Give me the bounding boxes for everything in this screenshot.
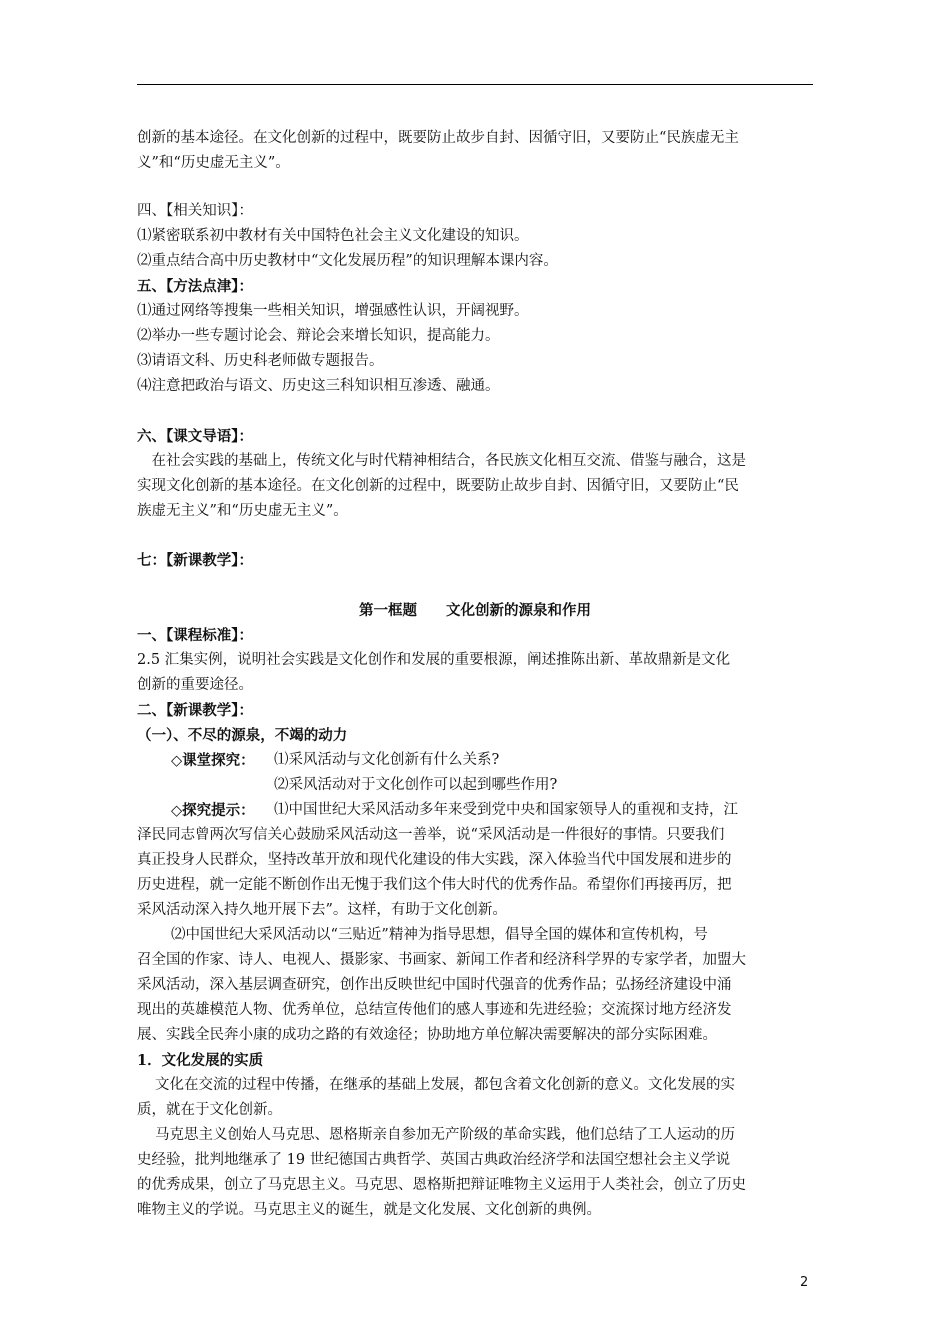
text-line: ⑵举办一些专题讨论会、辩论会来增长知识，提高能力。 [137, 328, 500, 344]
text-line: ⑵重点结合高中历史教材中“文化发展历程”的知识理解本课内容。 [137, 253, 558, 269]
text-line: 展、实践全民奔小康的成功之路的有效途径；协助地方单位解决需要解决的部分实际困难。 [137, 1027, 717, 1043]
text-line: ⑴通过网络等搜集一些相关知识，增强感性认识，开阔视野。 [137, 303, 529, 319]
section-heading: 五、【方法点津】： [137, 278, 253, 295]
text-line: ⑴中国世纪大采风活动多年来受到党中央和国家领导人的重视和支持，江 [274, 802, 738, 818]
text-line: 创新的重要途径。 [137, 677, 253, 693]
text-line: 召全国的作家、诗人、电视人、摄影家、书画家、新闻工作者和经济科学界的专家学者，加盟大 [137, 952, 746, 968]
subsection-heading: （一）、不尽的源泉，不竭的动力 [137, 727, 348, 744]
section-heading: 一、【课程标准】： [137, 627, 253, 644]
text-line: ⑵采风活动对于文化创作可以起到哪些作用? [274, 777, 558, 793]
text-line: 史经验，批判地继承了 19 世纪德国古典哲学、英国古典政治经济学和法国空想社会主义学说 [137, 1152, 731, 1168]
hint-label: ◇探究提示： [171, 802, 255, 819]
text-line: 质，就在于文化创新。 [137, 1102, 282, 1118]
text-line: 文化在交流的过程中传播，在继承的基础上发展，都包含着文化创新的意义。文化发展的实 [155, 1077, 735, 1093]
text-line: 历史进程，就一定能不断创作出无愧于我们这个伟大时代的优秀作品。希望你们再接再厉，把 [137, 877, 732, 893]
inquiry-label: ◇课堂探究： [171, 752, 255, 769]
text-line: 在社会实践的基础上，传统文化与时代精神相结合，各民族文化相互交流、借鉴与融合，这是 [137, 453, 746, 469]
text-line: 马克思主义创始人马克思、恩格斯亲自参加无产阶级的革命实践，他们总结了工人运动的历 [155, 1127, 735, 1143]
text-line: 的优秀成果，创立了马克思主义。马克思、恩格斯把辩证唯物主义运用于人类社会，创立了历史 [137, 1177, 746, 1193]
text-line: 2.5 汇集实例，说明社会实践是文化创作和发展的重要根源，阐述推陈出新、革故鼎新是文化 [137, 652, 731, 668]
text-line: 族虚无主义”和“历史虚无主义”。 [137, 503, 348, 519]
text-line: 唯物主义的学说。马克思主义的诞生，就是文化发展、文化创新的典例。 [137, 1202, 601, 1218]
section-heading: 七：【新课教学】： [137, 552, 253, 569]
text-line: 现出的英雄模范人物、优秀单位，总结宣传他们的感人事迹和先进经验；交流探讨地方经济发 [137, 1002, 732, 1018]
subsection-heading: 1．文化发展的实质 [137, 1052, 264, 1069]
text-line: 实现文化创新的基本途径。在文化创新的过程中，既要防止故步自封、因循守旧，又要防止“民 [137, 478, 739, 494]
text-line: 采风活动深入持久地开展下去”。这样，有助于文化创新。 [137, 902, 507, 918]
text-line: ⑶请语文科、历史科老师做专题报告。 [137, 353, 384, 369]
section-heading: 二、【新课教学】： [137, 702, 253, 719]
header-rule [137, 84, 813, 85]
text-line: ⑵中国世纪大采风活动以“三贴近”精神为指导思想，倡导全国的媒体和宣传机构，号 [171, 927, 708, 943]
text-line: ⑴紧密联系初中教材有关中国特色社会主义文化建设的知识。 [137, 228, 529, 244]
text-line: ⑴采风活动与文化创新有什么关系? [274, 752, 500, 768]
text-line: ⑷注意把政治与语文、历史这三科知识相互渗透、融通。 [137, 378, 500, 394]
section-heading: 六、【课文导语】： [137, 428, 253, 445]
page-number: 2 [800, 1275, 809, 1290]
text-line: 真正投身人民群众，坚持改革开放和现代化建设的伟大实践，深入体验当代中国发展和进步的 [137, 852, 732, 868]
text-line: 义”和“历史虚无主义”。 [137, 155, 290, 171]
lesson-title: 第一框题 文化创新的源泉和作用 [359, 602, 591, 619]
section-heading: 四、【相关知识】： [137, 203, 253, 219]
text-line: 采风活动，深入基层调查研究，创作出反映世纪中国时代强音的优秀作品；弘扬经济建设中涌 [137, 977, 732, 993]
text-line: 创新的基本途径。在文化创新的过程中，既要防止故步自封、因循守旧，又要防止“民族虚无主 [137, 130, 739, 146]
text-line: 泽民同志曾两次写信关心鼓励采风活动这一善举，说“采风活动是一件很好的事情。只要我们 [137, 827, 725, 843]
